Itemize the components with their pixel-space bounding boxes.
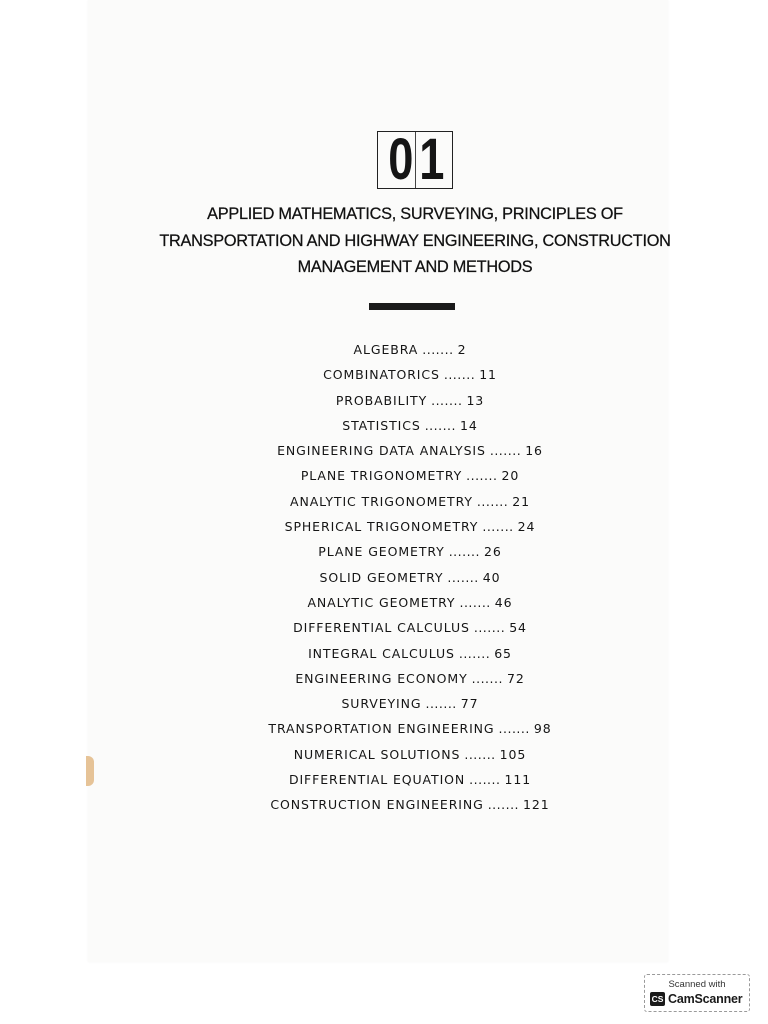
- toc-entry: [190, 539, 630, 564]
- toc-entry-title: PLANE GEOMETRY: [318, 544, 445, 560]
- toc-page-number: 77: [460, 696, 479, 712]
- chapter-number-digit: 0: [387, 127, 413, 192]
- page-edge-mark: [86, 756, 94, 786]
- toc-entry-title: ENGINEERING DATA ANALYSIS: [277, 443, 486, 459]
- toc-leader: .......: [482, 519, 514, 535]
- toc-entry-title: ANALYTIC TRIGONOMETRY: [290, 493, 473, 509]
- toc-leader: .......: [459, 594, 491, 610]
- toc-entry-title: STATISTICS: [342, 417, 421, 433]
- toc-entry: [190, 413, 630, 438]
- toc-leader: .......: [443, 367, 476, 383]
- toc-leader: .......: [489, 443, 522, 459]
- toc-entry-title: PROBABILITY: [335, 392, 428, 408]
- toc-page-number: 111: [504, 772, 532, 788]
- toc-entry-title: INTEGRAL CALCULUS: [308, 645, 455, 661]
- toc-entry: [190, 691, 630, 716]
- toc-page-number: 72: [506, 670, 525, 686]
- toc-entry-title: SOLID GEOMETRY: [319, 569, 444, 585]
- toc-page-number: 26: [484, 544, 502, 560]
- chapter-number-divider: [415, 132, 416, 188]
- toc-leader: .......: [464, 746, 496, 762]
- toc-entry-title: ANALYTIC GEOMETRY: [307, 594, 456, 610]
- toc-entry-title: ENGINEERING ECONOMY: [295, 670, 468, 686]
- toc-leader: .......: [431, 392, 463, 408]
- toc-leader: .......: [476, 493, 509, 509]
- watermark-brand-name: CamScanner: [668, 992, 743, 1006]
- toc-leader: .......: [448, 544, 481, 560]
- toc-page-number: 46: [494, 594, 513, 610]
- toc-entry-title: NUMERICAL SOLUTIONS: [293, 746, 461, 762]
- toc-entry: [190, 615, 630, 640]
- toc-entry-title: DIFFERENTIAL CALCULUS: [293, 620, 470, 636]
- toc-page-number: 40: [482, 569, 501, 585]
- toc-leader: .......: [422, 342, 454, 357]
- camscanner-logo-icon: CS: [651, 994, 664, 1004]
- toc-entry: [190, 362, 630, 387]
- toc-page-number: 105: [499, 746, 527, 762]
- title-divider-rule: [369, 303, 455, 310]
- toc-leader: .......: [487, 797, 520, 813]
- toc-leader: .......: [469, 772, 501, 788]
- toc-page-number: 13: [466, 392, 485, 408]
- watermark-brand: [650, 992, 742, 1006]
- chapter-number-digit: 1: [418, 127, 444, 192]
- toc-leader: .......: [425, 696, 457, 712]
- toc-page-number: 121: [523, 797, 550, 813]
- toc-entry: [190, 514, 630, 539]
- chapter-title-line: TRANSPORTATION AND HIGHWAY ENGINEERING, CONSTRUCTION: [159, 231, 671, 250]
- toc-entry: [190, 792, 630, 817]
- toc-entry-title: SURVEYING: [341, 696, 422, 712]
- toc-entry-title: ALGEBRA: [353, 342, 419, 357]
- chapter-title-line: MANAGEMENT AND METHODS: [297, 258, 533, 276]
- toc-page-number: 24: [517, 519, 536, 535]
- toc-entry-title: PLANE TRIGONOMETRY: [300, 468, 463, 484]
- toc-page-number: 11: [479, 367, 497, 383]
- toc-entry-title: DIFFERENTIAL EQUATION: [288, 772, 466, 788]
- toc-entry: [190, 716, 630, 741]
- toc-entry: [190, 666, 630, 691]
- toc-entry-title: COMBINATORICS: [323, 367, 440, 383]
- camscanner-watermark: [644, 974, 750, 1012]
- table-of-contents: [190, 337, 630, 818]
- chapter-title: [130, 201, 700, 281]
- toc-leader: .......: [466, 468, 498, 484]
- toc-page-number: 16: [525, 443, 543, 459]
- toc-entry: [190, 565, 630, 590]
- toc-entry-title: CONSTRUCTION ENGINEERING: [270, 797, 484, 813]
- toc-entry: [190, 438, 630, 463]
- toc-leader: .......: [447, 569, 479, 585]
- toc-entry: [190, 489, 630, 514]
- toc-entry: [190, 590, 630, 615]
- toc-entry: [190, 641, 630, 666]
- toc-leader: .......: [458, 645, 491, 661]
- toc-page-number: 21: [512, 493, 530, 509]
- toc-page-number: 65: [494, 645, 512, 661]
- toc-entry: [190, 337, 630, 362]
- toc-entry: [190, 388, 630, 413]
- toc-page-number: 2: [457, 342, 467, 357]
- toc-entry: [190, 463, 630, 488]
- watermark-caption: Scanned with: [668, 979, 726, 990]
- toc-page-number: 54: [509, 620, 527, 636]
- toc-entry: [190, 742, 630, 767]
- toc-page-number: 14: [460, 417, 478, 433]
- toc-entry-title: SPHERICAL TRIGONOMETRY: [284, 519, 479, 535]
- toc-page-number: 98: [533, 721, 552, 737]
- toc-leader: .......: [473, 620, 506, 636]
- toc-leader: .......: [424, 417, 457, 433]
- toc-entry-title: TRANSPORTATION ENGINEERING: [268, 721, 495, 737]
- toc-entry: [190, 767, 630, 792]
- chapter-number-box: [377, 127, 453, 192]
- chapter-title-line: APPLIED MATHEMATICS, SURVEYING, PRINCIPLES OF: [207, 205, 623, 223]
- toc-leader: .......: [498, 721, 530, 737]
- toc-page-number: 20: [501, 468, 520, 484]
- toc-leader: .......: [471, 670, 503, 686]
